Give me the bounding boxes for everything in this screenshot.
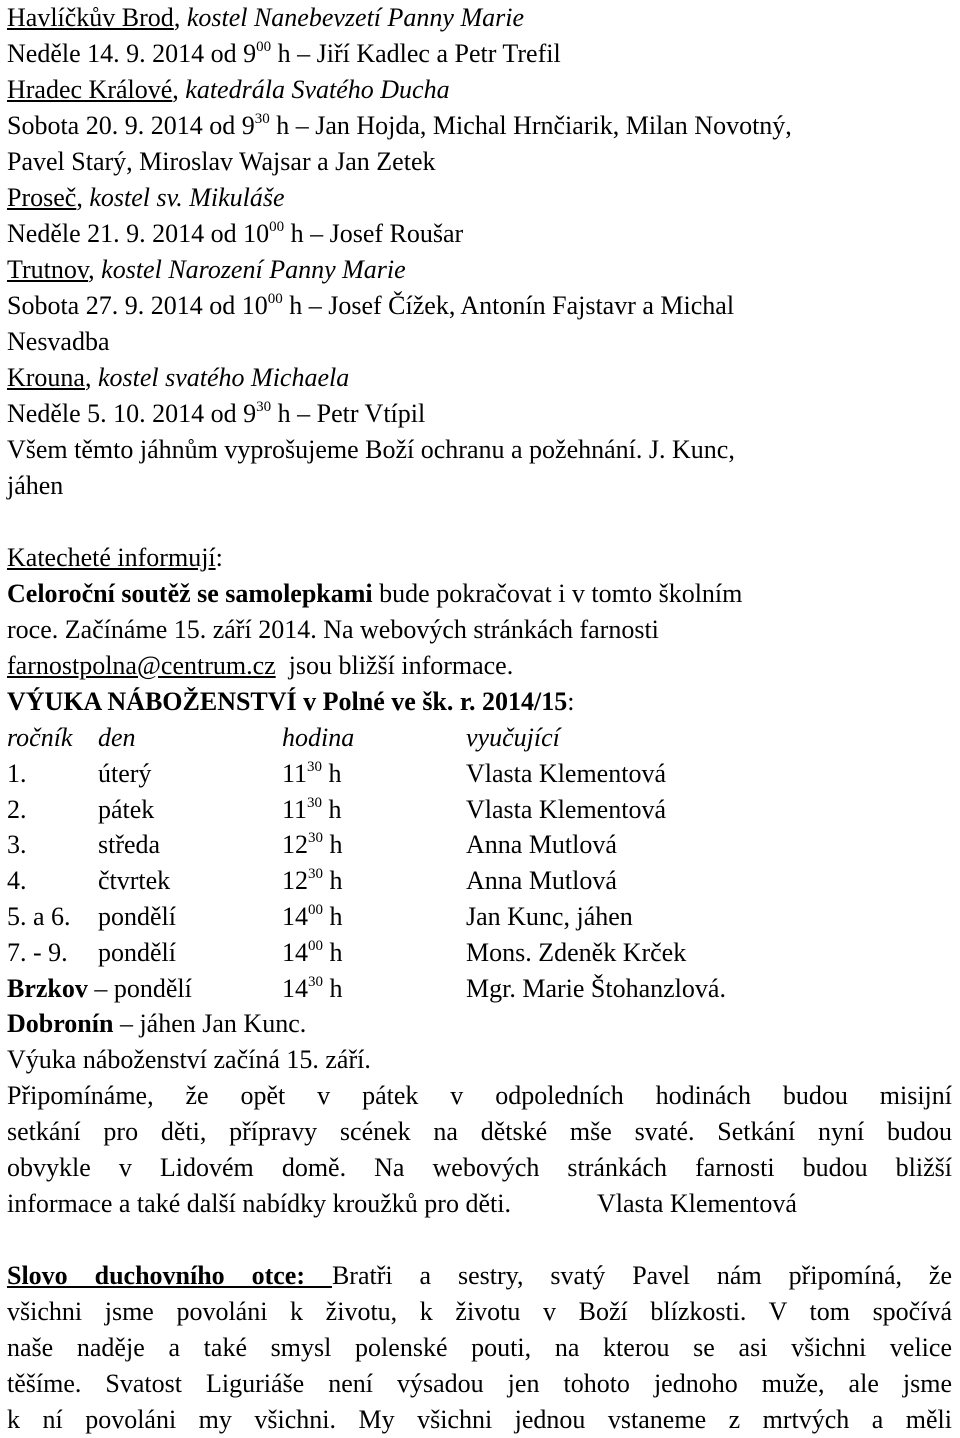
email-line: [7, 648, 952, 684]
visit-time-minutes: 30: [256, 399, 272, 415]
minute-value: 00: [308, 901, 323, 918]
email-link[interactable]: farnostpolna@centrum.cz: [7, 651, 276, 680]
day: pátek: [98, 794, 155, 824]
visit-people-continued: Pavel Starý, Miroslav Wajsar a Jan Zetek: [7, 147, 436, 176]
hour-unit: h: [323, 937, 343, 967]
visit-date: Neděle 14. 9. 2014 od 9: [7, 39, 257, 68]
pastor-line: naše naděje a také smysl polenské pouti, na kterou se asi všichni velice: [7, 1333, 952, 1363]
minute-value: 30: [308, 830, 323, 847]
day: úterý: [98, 758, 152, 788]
blessing-line: Všem těmto jáhnům vyprošujeme Boží ochranu a požehnání. J. Kunc,: [7, 435, 735, 464]
schedule-row: [7, 792, 952, 828]
visit-date: Sobota 20. 9. 2014 od 9: [7, 111, 255, 140]
pastor-line: těšíme. Svatost Liguriáše není výsadou jen tohoto jednoho muže, ale jsme: [7, 1369, 952, 1399]
visit-time-minutes: 00: [269, 219, 285, 235]
hour: [282, 827, 466, 863]
email-text: jsou bližší informace.: [275, 651, 514, 680]
teacher: Mgr. Marie Štohanzlová.: [466, 973, 726, 1003]
grade: 1.: [7, 758, 27, 788]
visit-list: [7, 0, 952, 432]
pastor-paragraph: [7, 1258, 952, 1438]
pastor-heading: Slovo duchovního otce:: [7, 1261, 332, 1291]
place-name: Krouna: [7, 363, 85, 392]
place-name: Trutnov: [7, 255, 89, 284]
dobronin-line: [7, 1006, 952, 1042]
minute-value: 30: [308, 973, 323, 990]
blessing-signature: jáhen: [7, 471, 64, 500]
hour-unit: h: [322, 758, 342, 788]
grade: 2.: [7, 794, 27, 824]
dobronin-text: – jáhen Jan Kunc.: [113, 1009, 307, 1039]
brzkov-day: – pondělí: [87, 973, 192, 1003]
brzkov-row: [7, 971, 952, 1007]
hour: [282, 971, 466, 1007]
day: čtvrtek: [98, 866, 171, 896]
day: pondělí: [98, 901, 176, 931]
visit-people: h – Jiří Kadlec a Petr Trefil: [271, 39, 561, 68]
schedule-title-line: [7, 684, 952, 720]
hour-value: 14: [282, 937, 308, 967]
visit-people-continued: Nesvadba: [7, 327, 110, 356]
visit-time-minutes: 00: [256, 39, 272, 55]
church-name: katedrála Svatého Ducha: [185, 75, 450, 104]
brzkov-place: Brzkov: [7, 973, 88, 1003]
schedule-start: Výuka náboženství začíná 15. září.: [7, 1045, 371, 1075]
religion-schedule: [7, 684, 952, 1078]
minute-value: 30: [308, 866, 323, 883]
church-name: kostel svatého Michaela: [97, 363, 350, 392]
visit-people: h – Josef Roušar: [284, 219, 464, 248]
title-colon: :: [567, 687, 575, 716]
reminder-last-line: [7, 1186, 952, 1222]
schedule-row: [7, 827, 952, 863]
hour: [282, 863, 466, 899]
grade: 7. - 9.: [7, 937, 68, 967]
schedule-row: [7, 899, 952, 935]
header-day: den: [98, 723, 136, 752]
contest-line: [7, 576, 952, 612]
header-grade: ročník: [7, 723, 73, 752]
hour: [282, 792, 466, 828]
teacher: Vlasta Klementová: [466, 758, 666, 788]
contest-line-2: roce. Začínáme 15. září 2014. Na webových stránkách farnosti: [7, 615, 659, 644]
hour-unit: h: [323, 973, 343, 1003]
day: středa: [98, 830, 161, 860]
reminder-line: setkání pro děti, přípravy scének na dětské mše svaté. Setkání nyní budou: [7, 1117, 952, 1147]
schedule-header: [7, 720, 952, 756]
visit-people: h – Josef Čížek, Antonín Fajstavr a Michal: [282, 291, 735, 320]
visit-details: [7, 216, 952, 252]
minute-value: 30: [307, 758, 323, 775]
church-name: kostel Nanebevzetí Panny Marie: [186, 3, 524, 32]
schedule-row: [7, 863, 952, 899]
spacer: [7, 1222, 952, 1258]
hour-value: 14: [282, 901, 308, 931]
visit-location: Krouna, kostel svatého Michaela: [7, 363, 350, 392]
visit-time-minutes: 30: [254, 111, 270, 127]
grade: 4.: [7, 866, 27, 896]
place-name: Proseč: [7, 183, 77, 212]
reminder-paragraph: [7, 1078, 952, 1222]
hour: [282, 899, 466, 935]
place-name: Havlíčkův Brod: [7, 3, 174, 32]
visit-date: Sobota 27. 9. 2014 od 10: [7, 291, 268, 320]
teacher: Anna Mutlová: [466, 830, 617, 860]
visit-details: [7, 288, 952, 324]
schedule-title: VÝUKA NÁBOŽENSTVÍ v Polné ve šk. r. 2014/15: [7, 687, 568, 716]
visit-time-minutes: 00: [267, 291, 283, 307]
hour: [282, 756, 466, 792]
visit-details: [7, 396, 952, 432]
hour-unit: h: [322, 794, 342, 824]
teacher: Mons. Zdeněk Krček: [466, 937, 687, 967]
header-teacher: vyučující: [466, 723, 560, 752]
spacer: [7, 504, 952, 540]
catechists-heading-line: [7, 540, 952, 576]
grade: 3.: [7, 830, 27, 860]
hour-value: 11: [282, 758, 308, 788]
hour-unit: h: [323, 830, 343, 860]
contest-title: Celoroční soutěž se samolepkami: [7, 579, 373, 608]
hour-value: 12: [282, 830, 308, 860]
visit-details: [7, 36, 952, 72]
church-name: kostel sv. Mikuláše: [89, 183, 285, 212]
header-hour: hodina: [282, 723, 355, 752]
schedule-row: [7, 935, 952, 971]
teacher: Jan Kunc, jáhen: [466, 901, 633, 931]
contest-text: bude pokračovat i v tomto školním: [372, 579, 743, 608]
hour-unit: h: [323, 901, 343, 931]
pastor-line: všichni jsme povoláni k životu, k životu v Boží blízkosti. V tom spočívá: [7, 1297, 952, 1327]
catechists-heading: Katecheté informují: [7, 543, 216, 572]
schedule-row: [7, 756, 952, 792]
hour: [282, 935, 466, 971]
visit-details: [7, 108, 952, 144]
visit-location: Havlíčkův Brod, kostel Nanebevzetí Panny Marie: [7, 3, 524, 32]
heading-colon: :: [215, 543, 223, 572]
reminder-line: Připomínáme, že opět v pátek v odpoledních hodinách budou misijní: [7, 1081, 952, 1111]
hour-value: 14: [282, 973, 308, 1003]
grade: 5. a 6.: [7, 901, 71, 931]
teacher: Anna Mutlová: [466, 866, 617, 896]
brzkov-label: [7, 971, 282, 1007]
hour-value: 12: [282, 866, 308, 896]
dobronin-place: Dobronín: [7, 1009, 114, 1039]
visit-location: Hradec Králové, katedrála Svatého Ducha: [7, 75, 450, 104]
teacher: Vlasta Klementová: [466, 794, 666, 824]
visit-location: Proseč, kostel sv. Mikuláše: [7, 183, 285, 212]
reminder-last: informace a také další nabídky kroužků pro děti.: [7, 1189, 511, 1219]
reminder-signature: Vlasta Klementová: [596, 1189, 797, 1219]
hour-value: 11: [282, 794, 308, 824]
church-name: kostel Narození Panny Marie: [101, 255, 406, 284]
pastor-first-line: [7, 1258, 952, 1294]
day: pondělí: [98, 937, 176, 967]
visit-location: Trutnov, kostel Narození Panny Marie: [7, 255, 406, 284]
catechists-section: [7, 540, 952, 684]
pastor-text: Bratři a sestry, svatý Pavel nám připomíná, že: [331, 1261, 952, 1291]
visit-people: h – Petr Vtípil: [271, 399, 426, 428]
place-name: Hradec Králové: [7, 75, 173, 104]
pastor-line: k ní povoláni my všichni. My všichni jednou vstaneme z mrtvých a měli: [7, 1405, 952, 1435]
minute-value: 00: [308, 937, 323, 954]
reminder-line: obvykle v Lidovém domě. Na webových stránkách farnosti budou bližší: [7, 1153, 952, 1183]
visit-people: h – Jan Hojda, Michal Hrnčiarik, Milan Novotný,: [269, 111, 792, 140]
visit-date: Neděle 5. 10. 2014 od 9: [7, 399, 257, 428]
visit-date: Neděle 21. 9. 2014 od 10: [7, 219, 270, 248]
hour-unit: h: [323, 866, 343, 896]
minute-value: 30: [307, 794, 323, 811]
